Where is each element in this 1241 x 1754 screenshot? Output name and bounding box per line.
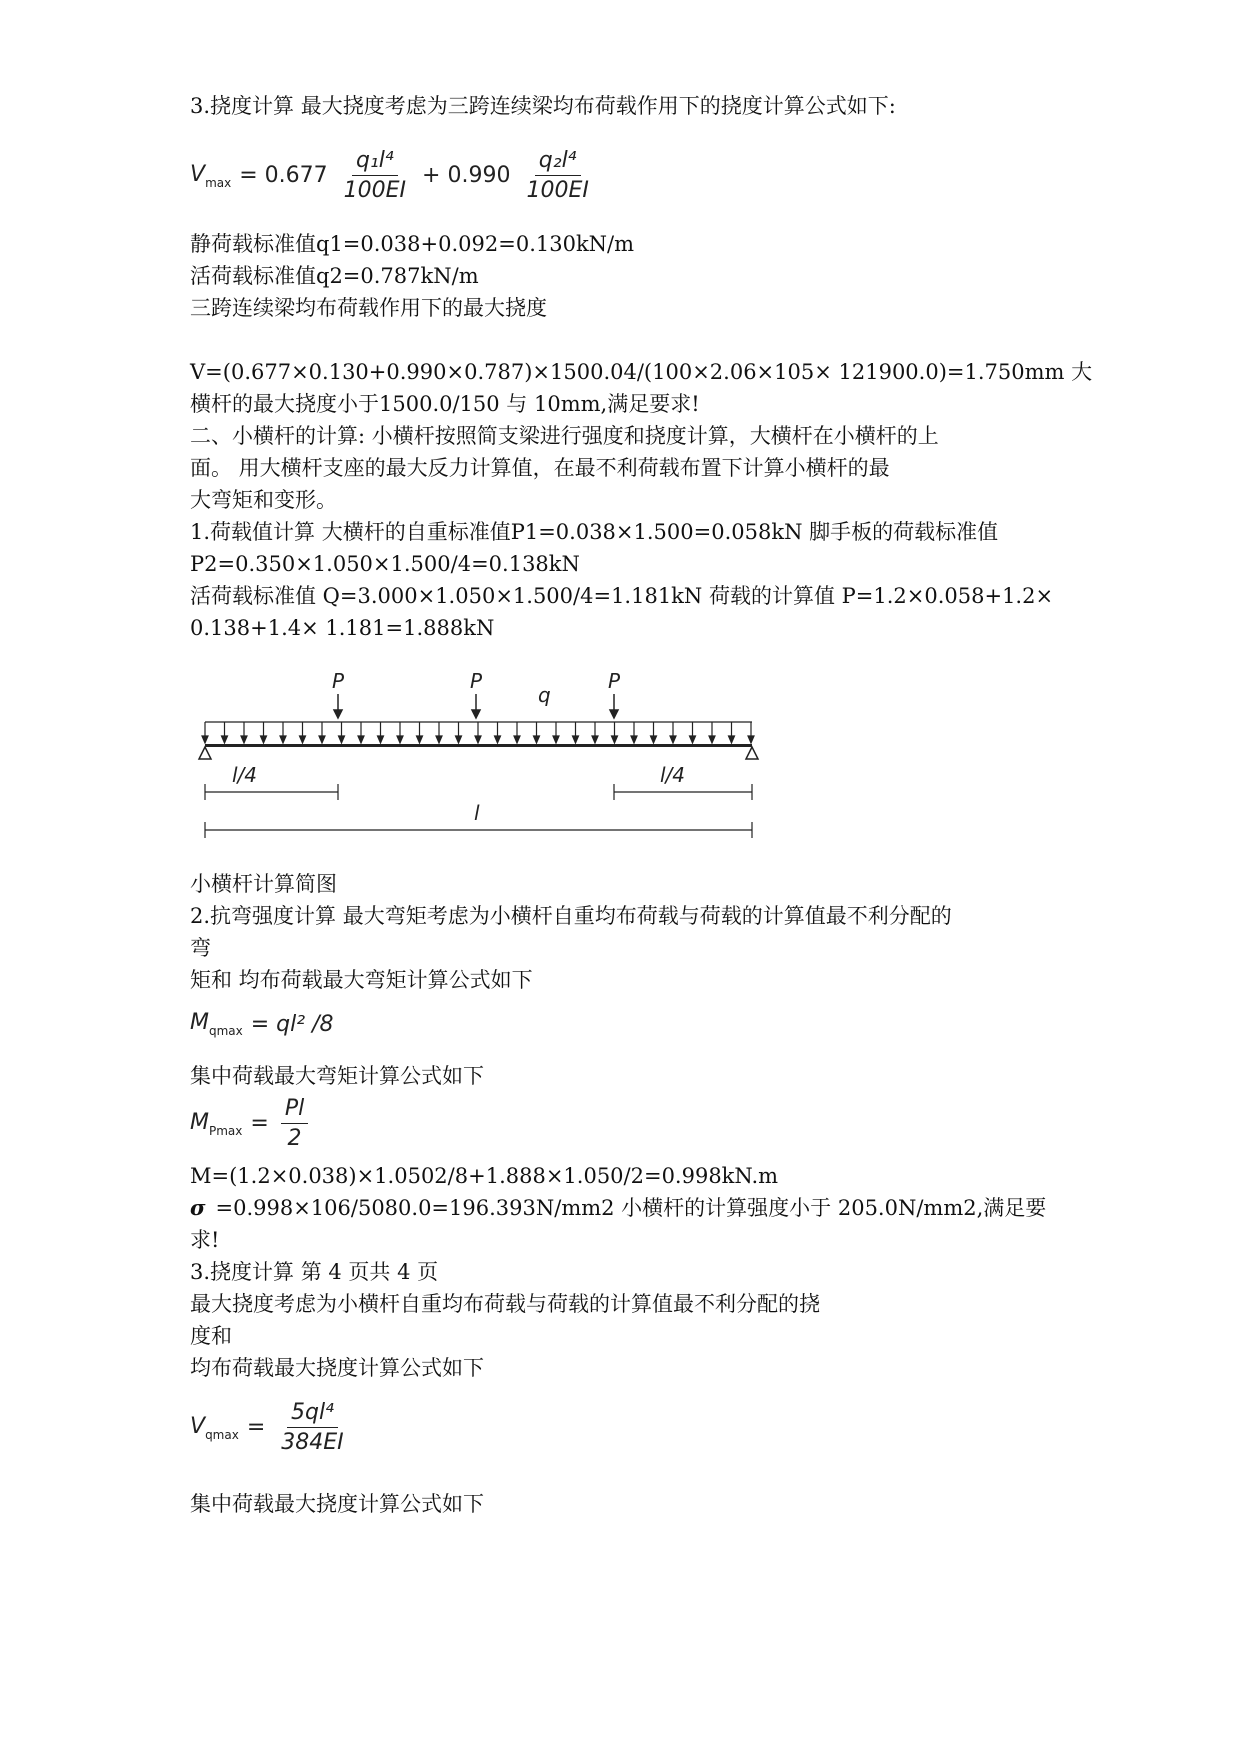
udl-arrow-head bbox=[670, 736, 676, 743]
text-line-live-load: 活荷载标准值q2=0.787kN/m bbox=[190, 264, 479, 288]
formula-udl-moment bbox=[190, 1010, 341, 1038]
fraction-2 bbox=[522, 148, 592, 203]
udl-arrow-head bbox=[690, 736, 696, 743]
udl-arrow-head bbox=[631, 736, 637, 743]
text-line-udl-deflection: 均布荷载最大挠度计算公式如下 bbox=[190, 1356, 484, 1380]
udl-arrow-head bbox=[592, 736, 598, 743]
load-label-q: q bbox=[538, 683, 551, 707]
udl-arrow-head bbox=[280, 736, 286, 743]
fraction-numerator: Pl bbox=[281, 1096, 308, 1124]
udl-arrow-head bbox=[729, 736, 735, 743]
formula-lhs-sub: qmax bbox=[205, 1427, 239, 1442]
text-line-deflection-check: 横杆的最大挠度小于1500.0/150 与 10mm,满足要求! bbox=[190, 392, 700, 416]
udl-arrow-head bbox=[514, 736, 520, 743]
diagram-caption: 小横杆计算简图 bbox=[190, 872, 337, 896]
formula-lhs-sub: Pmax bbox=[208, 1123, 243, 1138]
text-line-live-q: 活荷载标准值 Q=3.000×1.050×1.500/4=1.181kN 荷载的计算值 P=1.2×0.058+1.2× bbox=[190, 584, 1054, 608]
formula-eq: = bbox=[246, 1415, 266, 1440]
text-line-p2: P2=0.350×1.050×1.500/4=0.138kN bbox=[190, 552, 580, 576]
formula-point-moment bbox=[190, 1096, 312, 1151]
text-line-point-moment: 集中荷载最大弯矩计算公式如下 bbox=[190, 1064, 484, 1088]
beam-diagram bbox=[190, 660, 790, 860]
udl-arrow-head bbox=[553, 736, 559, 743]
fraction bbox=[281, 1096, 308, 1151]
udl-arrow-head bbox=[261, 736, 267, 743]
dimension-label-left: l/4 bbox=[232, 763, 258, 787]
text-line-deflection-heading: 3.挠度计算 最大挠度考虑为三跨连续梁均布荷载作用下的挠度计算公式如下: bbox=[190, 94, 896, 118]
text-line-bending-heading: 2.抗弯强度计算 最大弯矩考虑为小横杆自重均布荷载与荷载的计算值最不利分配的 bbox=[190, 904, 952, 928]
dimension-left-quarter bbox=[205, 784, 338, 800]
formula-lhs: M bbox=[190, 1010, 209, 1035]
text-line-static-load: 静荷载标准值q1=0.038+0.092=0.130kN/m bbox=[190, 232, 635, 256]
formula-lhs: V bbox=[190, 1413, 206, 1439]
load-label-p-2: P bbox=[470, 669, 483, 693]
udl-arrow-head bbox=[534, 736, 540, 743]
formula-coef-1: = 0.677 bbox=[239, 163, 328, 188]
formula-lhs-sub: qmax bbox=[208, 1024, 243, 1038]
fraction bbox=[277, 1400, 347, 1455]
udl-arrow-head bbox=[241, 736, 247, 743]
beam bbox=[205, 744, 752, 747]
udl-arrow-head bbox=[202, 736, 208, 743]
udl-arrow-head bbox=[475, 736, 481, 743]
fraction-numerator: 5ql⁴ bbox=[287, 1400, 338, 1428]
udl-arrow-head bbox=[748, 736, 754, 743]
udl-arrow-head bbox=[222, 736, 228, 743]
formula-lhs-sub: max bbox=[205, 175, 232, 190]
udl-arrow-head bbox=[358, 736, 364, 743]
udl-arrow-head bbox=[651, 736, 657, 743]
sigma-symbol: σ bbox=[190, 1195, 206, 1220]
udl-arrow-head bbox=[300, 736, 306, 743]
distributed-load bbox=[202, 722, 754, 743]
dimension-label-right: l/4 bbox=[660, 763, 686, 787]
udl-arrow-head bbox=[573, 736, 579, 743]
fraction-numerator: q₁l⁴ bbox=[352, 148, 398, 176]
stress-text: =0.998×106/5080.0=196.393N/mm2 小横杆的计算强度小于 205.0N/mm2,满足要 bbox=[215, 1196, 1047, 1220]
udl-arrow-head bbox=[709, 736, 715, 743]
fraction-1 bbox=[340, 148, 410, 203]
text-line-deflection-heading-2: 3.挠度计算 第 4 页共 4 页 bbox=[190, 1260, 439, 1284]
fraction-denominator: 384EI bbox=[281, 1430, 344, 1455]
load-label-p-1: P bbox=[332, 669, 345, 693]
text-line-stress-calc bbox=[190, 1194, 1046, 1222]
formula-lhs: V bbox=[190, 161, 206, 187]
text-line-load-calc: 1.荷载值计算 大横杆的自重标准值P1=0.038×1.500=0.058kN 脚手板的荷载标准值 bbox=[190, 520, 999, 544]
formula-udl-deflection bbox=[190, 1400, 352, 1455]
udl-arrow-head bbox=[339, 736, 345, 743]
udl-arrow-head bbox=[456, 736, 462, 743]
formula-coef-2: + 0.990 bbox=[422, 163, 511, 188]
support-right bbox=[746, 747, 758, 759]
fraction-numerator: q₂l⁴ bbox=[535, 148, 581, 176]
dimension-label-full: l bbox=[474, 801, 480, 825]
formula-eq: = bbox=[250, 1111, 269, 1136]
text-line-deflection-desc-2: 度和 bbox=[190, 1324, 232, 1348]
text-line-bending-cont: 弯 bbox=[190, 936, 211, 960]
text-line-moment-calc: M=(1.2×0.038)×1.0502/8+1.888×1.050/2=0.998kN.m bbox=[190, 1164, 779, 1188]
text-line-stress-ok: 求! bbox=[190, 1228, 220, 1252]
text-line-deflection-calc: V=(0.677×0.130+0.990×0.787)×1500.04/(100×2.06×105× 121900.0)=1.750mm 大 bbox=[190, 360, 1093, 384]
text-line-point-deflection: 集中荷载最大挠度计算公式如下 bbox=[190, 1492, 484, 1516]
udl-arrow-head bbox=[612, 736, 618, 743]
formula-rhs: = ql² /8 bbox=[250, 1011, 334, 1037]
text-line-udl-moment: 矩和 均布荷载最大弯矩计算公式如下 bbox=[190, 968, 533, 992]
udl-arrow-head bbox=[319, 736, 325, 743]
text-line-max-deflection: 三跨连续梁均布荷载作用下的最大挠度 bbox=[190, 296, 547, 320]
text-line-small-bar-heading: 二、小横杆的计算: 小横杆按照简支梁进行强度和挠度计算，大横杆在小横杆的上 bbox=[190, 424, 939, 448]
udl-arrow-head bbox=[495, 736, 501, 743]
udl-arrow-head bbox=[378, 736, 384, 743]
fraction-denominator: 2 bbox=[287, 1126, 302, 1151]
point-load-arrows bbox=[334, 694, 618, 718]
udl-arrow-head bbox=[397, 736, 403, 743]
support-left bbox=[199, 747, 211, 759]
load-label-p-3: P bbox=[608, 669, 621, 693]
text-line-p-result: 0.138+1.4× 1.181=1.888kN bbox=[190, 616, 495, 640]
udl-arrow-head bbox=[436, 736, 442, 743]
text-line-deflection-desc: 最大挠度考虑为小横杆自重均布荷载与荷载的计算值最不利分配的挠 bbox=[190, 1292, 820, 1316]
text-line-small-bar-desc-2: 大弯矩和变形。 bbox=[190, 488, 337, 512]
udl-arrow-head bbox=[417, 736, 423, 743]
formula-lhs: M bbox=[190, 1109, 209, 1135]
fraction-denominator: 100EI bbox=[526, 178, 589, 203]
text-line-small-bar-desc: 面。 用大横杆支座的最大反力计算值，在最不利荷载布置下计算小横杆的最 bbox=[190, 456, 890, 480]
formula-deflection-three-span bbox=[190, 148, 597, 203]
fraction-denominator: 100EI bbox=[343, 178, 407, 203]
